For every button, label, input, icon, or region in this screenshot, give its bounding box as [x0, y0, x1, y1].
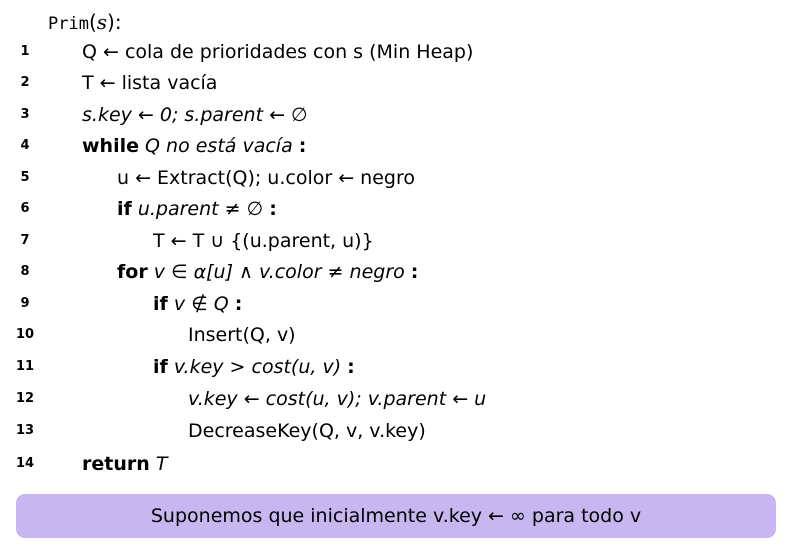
line-text: Q ← cola de prioridades con s (Min Heap): [82, 41, 474, 63]
line-text: u.parent ≠ ∅: [137, 198, 264, 220]
line-text: T ← lista vacía: [82, 72, 218, 94]
line-suffix: :: [298, 135, 307, 157]
line-code: [188, 384, 486, 414]
line-suffix: :: [234, 293, 243, 315]
pseudocode-line: [0, 416, 798, 446]
keyword: for: [117, 261, 148, 283]
line-number: 4: [20, 138, 30, 153]
line-number: 13: [15, 423, 35, 438]
param-open: (: [88, 10, 97, 34]
param-close: ):: [107, 10, 122, 34]
line-text: T: [155, 453, 168, 475]
line-number: 1: [20, 44, 30, 59]
line-number: 14: [15, 456, 35, 471]
line-code: [82, 68, 217, 98]
line-code: [117, 257, 418, 287]
line-code: [82, 100, 308, 130]
function-param: s: [96, 10, 108, 34]
line-number: 7: [20, 233, 30, 248]
line-number: 11: [15, 359, 35, 374]
keyword: if: [153, 356, 168, 378]
pseudocode-line: [0, 320, 798, 350]
line-text: s.key ← 0; s.parent ← ∅: [82, 104, 308, 126]
line-suffix: :: [269, 198, 277, 220]
line-suffix: :: [347, 356, 355, 378]
pseudocode-line: [0, 68, 798, 98]
pseudocode-line: [0, 384, 798, 414]
line-code: [117, 194, 277, 224]
line-code: [188, 416, 426, 446]
line-number: 6: [20, 201, 30, 216]
line-number: 10: [15, 327, 35, 342]
pseudocode-line: [0, 194, 798, 224]
line-suffix: :: [410, 261, 419, 283]
keyword: return: [82, 453, 150, 475]
line-text: v.key > cost(u, v): [173, 356, 342, 378]
line-text: Q no está vacía: [145, 135, 293, 157]
line-text: u ← Extract(Q); u.color ← negro: [117, 167, 415, 189]
line-number: 12: [15, 391, 35, 406]
pseudocode-line: [0, 257, 798, 287]
pseudocode-line: [0, 352, 798, 382]
line-number: 5: [20, 170, 30, 185]
keyword: if: [153, 293, 168, 315]
pseudocode-line: [0, 131, 798, 161]
line-text: v ∈ α[u] ∧ v.color ≠ negro: [153, 261, 405, 283]
line-code: [117, 163, 415, 193]
line-text: v ∉ Q: [173, 293, 229, 315]
algorithm-header: [48, 8, 122, 36]
line-text: v.key ← cost(u, v); v.parent ← u: [188, 388, 487, 410]
line-text: T ← T ∪ {(u.parent, u)}: [153, 230, 374, 252]
pseudocode-line: [0, 226, 798, 256]
note-text: Suponemos que inicialmente v.key ← ∞ para todo v: [150, 505, 642, 527]
line-text: DecreaseKey(Q, v, v.key): [188, 420, 426, 442]
line-number: 8: [20, 264, 30, 279]
pseudocode-line: [0, 100, 798, 130]
line-text: Insert(Q, v): [188, 324, 296, 346]
pseudocode-line: [0, 163, 798, 193]
note-box: [16, 494, 776, 538]
line-code: [153, 352, 355, 382]
pseudocode-line: [0, 449, 798, 479]
keyword: if: [117, 198, 132, 220]
line-number: 9: [20, 296, 30, 311]
keyword: while: [82, 135, 139, 157]
line-code: [153, 226, 374, 256]
line-code: [188, 320, 296, 350]
line-number: 2: [20, 75, 30, 90]
line-number: 3: [20, 107, 30, 122]
line-code: [82, 131, 306, 161]
line-code: [82, 37, 473, 67]
line-code: [82, 449, 167, 479]
pseudocode-line: [0, 289, 798, 319]
function-name: Prim: [48, 14, 89, 34]
pseudocode-line: [0, 37, 798, 67]
line-code: [153, 289, 242, 319]
